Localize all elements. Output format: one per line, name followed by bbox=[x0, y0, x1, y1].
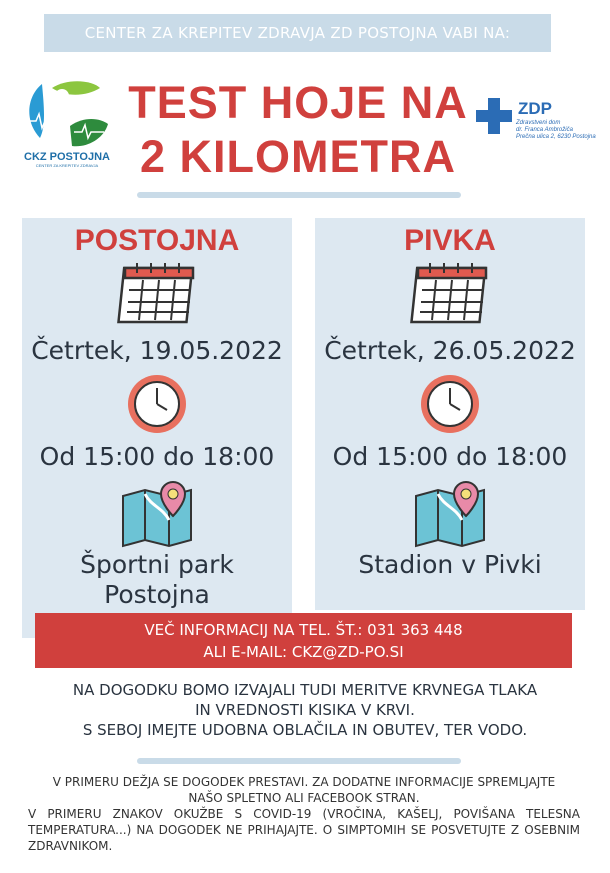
clock-icon bbox=[418, 372, 482, 436]
event-place: Stadion v Pivki bbox=[358, 550, 542, 579]
event-time: Od 15:00 do 18:00 bbox=[332, 442, 568, 471]
map-pin-icon bbox=[117, 480, 197, 550]
event-place: Športni park Postojna bbox=[80, 550, 234, 609]
event-date: Četrtek, 19.05.2022 bbox=[31, 336, 283, 365]
notes bbox=[28, 774, 580, 854]
divider bbox=[137, 758, 461, 764]
logo-left-name: CKZ POSTOJNA bbox=[24, 151, 110, 163]
clock-icon bbox=[125, 372, 189, 436]
logo-left-sub: CENTER ZA KREPITEV ZDRAVJA bbox=[35, 163, 99, 168]
svg-text:dr. Franca Ambrožiča: dr. Franca Ambrožiča bbox=[516, 127, 573, 133]
rain-note: V PRIMERU DEŽJA SE DOGODEK PRESTAVI. ZA DODATNE INFORMACIJE SPREMLJAJTE NAŠO SPLETNO ALI FACEBOOK STRAN. bbox=[52, 775, 556, 805]
page-title bbox=[118, 76, 478, 184]
event-panel-postojna bbox=[22, 218, 292, 638]
header-banner: CENTER ZA KREPITEV ZDRAVJA ZD POSTOJNA VABI NA: bbox=[44, 14, 551, 52]
title-line-2: 2 KILOMETRA bbox=[139, 131, 456, 182]
info-text: NA DOGODKU BOMO IZVAJALI TUDI MERITVE KRVNEGA TLAKA IN VREDNOSTI KISIKA V KRVI. S SEBOJ IMEJTE UDOBNA OBLAČILA IN OBUTEV, TER VODO. bbox=[72, 681, 538, 739]
zdp-logo bbox=[476, 96, 610, 142]
divider bbox=[137, 192, 461, 198]
covid-note: V PRIMERU ZNAKOV OKUŽBE S COVID-19 (VROČINA, KAŠELJ, POVIŠANA TELESNA TEMPERATURA...) NA DOGODEK NE PRIHAJAJTE. O SIMPTOMIH SE POSVETUJTE Z OSEBNIM ZDRAVNIKOM. bbox=[28, 807, 580, 853]
calendar-icon bbox=[400, 260, 500, 330]
calendar-icon bbox=[107, 260, 207, 330]
contact-phone: VEČ INFORMACIJ NA TEL. ŠT.: 031 363 448 bbox=[144, 620, 463, 639]
event-date: Četrtek, 26.05.2022 bbox=[324, 336, 576, 365]
svg-text:Prečna ulica 2, 6230 Postojna: Prečna ulica 2, 6230 Postojna bbox=[516, 134, 596, 140]
event-city: PIVKA bbox=[404, 224, 496, 257]
svg-text:Zdravstveni dom: Zdravstveni dom bbox=[516, 120, 561, 126]
event-panel-pivka bbox=[315, 218, 585, 610]
event-time: Od 15:00 do 18:00 bbox=[39, 442, 275, 471]
ckz-postojna-logo bbox=[22, 76, 112, 168]
contact-email: ALI E-MAIL: CKZ@ZD-PO.SI bbox=[203, 642, 404, 661]
contact-box bbox=[35, 613, 572, 668]
logo-right-name: ZDP bbox=[518, 99, 552, 118]
title-line-1: TEST HOJE NA bbox=[128, 77, 468, 128]
event-city: POSTOJNA bbox=[74, 224, 240, 257]
map-pin-icon bbox=[410, 480, 490, 550]
